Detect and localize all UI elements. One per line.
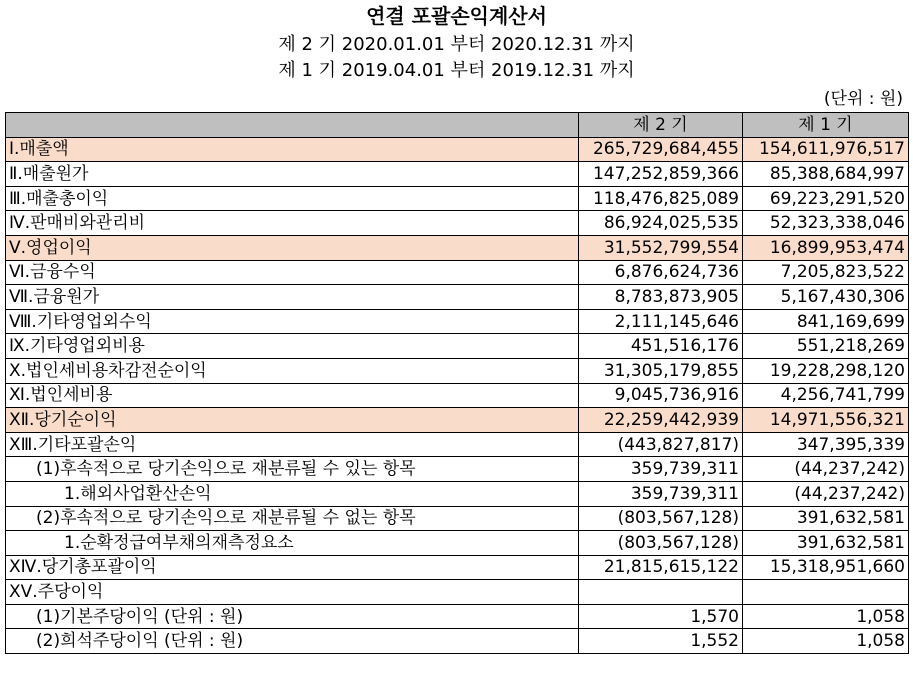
row-label: ⅩⅢ.기타포괄손익 xyxy=(6,432,579,457)
value-current-period: 8,783,873,905 xyxy=(579,285,743,310)
value-current-period: 6,876,624,736 xyxy=(579,260,743,285)
row-label: Ⅺ.법인세비용 xyxy=(6,383,579,408)
value-prior-period: 1,058 xyxy=(743,629,909,654)
value-prior-period: 347,395,339 xyxy=(743,432,909,457)
value-prior-period: 52,323,338,046 xyxy=(743,211,909,236)
table-row xyxy=(6,457,909,482)
row-label: 1.해외사업환산손익 xyxy=(6,481,579,506)
income-statement-table xyxy=(5,112,909,654)
value-prior-period xyxy=(743,580,909,605)
period-current: 제 2 기 2020.01.01 부터 2020.12.31 까지 xyxy=(278,34,635,55)
value-current-period: 265,729,684,455 xyxy=(579,137,743,162)
row-label: (1)기본주당이익 (단위 : 원) xyxy=(6,604,579,629)
table-row xyxy=(6,309,909,334)
value-current-period: 359,739,311 xyxy=(579,457,743,482)
value-prior-period: 551,218,269 xyxy=(743,334,909,359)
value-current-period xyxy=(579,580,743,605)
table-row xyxy=(6,358,909,383)
row-label: Ⅲ.매출총이익 xyxy=(6,186,579,211)
value-prior-period: 69,223,291,520 xyxy=(743,186,909,211)
value-current-period: 22,259,442,939 xyxy=(579,408,743,433)
value-current-period: 147,252,859,366 xyxy=(579,162,743,187)
table-row xyxy=(6,285,909,310)
table-row xyxy=(6,334,909,359)
table-row xyxy=(6,506,909,531)
value-prior-period: (44,237,242) xyxy=(743,481,909,506)
value-current-period: 31,305,179,855 xyxy=(579,358,743,383)
table-row xyxy=(6,235,909,260)
row-label: ⅩⅤ.주당이익 xyxy=(6,580,579,605)
row-label: (1)후속적으로 당기손익으로 재분류될 수 있는 항목 xyxy=(6,457,579,482)
row-label: Ⅶ.금융원가 xyxy=(6,285,579,310)
row-label: ⅩⅣ.당기총포괄이익 xyxy=(6,555,579,580)
unit-label: (단위 : 원) xyxy=(823,89,903,109)
table-row xyxy=(6,186,909,211)
row-label: Ⅳ.판매비와관리비 xyxy=(6,211,579,236)
row-label: Ⅰ.매출액 xyxy=(6,137,579,162)
table-row xyxy=(6,211,909,236)
table-row xyxy=(6,408,909,433)
value-prior-period: 7,205,823,522 xyxy=(743,260,909,285)
header-prior-period: 제 1 기 xyxy=(743,113,909,138)
value-prior-period: 391,632,581 xyxy=(743,506,909,531)
value-prior-period: 19,228,298,120 xyxy=(743,358,909,383)
header-row xyxy=(6,113,909,138)
row-label: Ⅷ.기타영업외수익 xyxy=(6,309,579,334)
value-prior-period: 391,632,581 xyxy=(743,531,909,556)
value-current-period: 359,739,311 xyxy=(579,481,743,506)
row-label: Ⅴ.영업이익 xyxy=(6,235,579,260)
value-current-period: 9,045,736,916 xyxy=(579,383,743,408)
value-current-period: 86,924,025,535 xyxy=(579,211,743,236)
table-row xyxy=(6,260,909,285)
value-current-period: 118,476,825,089 xyxy=(579,186,743,211)
value-current-period: (443,827,817) xyxy=(579,432,743,457)
row-label: (2)희석주당이익 (단위 : 원) xyxy=(6,629,579,654)
value-prior-period: 15,318,951,660 xyxy=(743,555,909,580)
period-prior: 제 1 기 2019.04.01 부터 2019.12.31 까지 xyxy=(278,60,635,81)
value-current-period: 451,516,176 xyxy=(579,334,743,359)
table-row xyxy=(6,531,909,556)
table-row xyxy=(6,137,909,162)
value-prior-period: 841,169,699 xyxy=(743,309,909,334)
header-item xyxy=(6,113,579,138)
table-row xyxy=(6,604,909,629)
row-label: Ⅹ.법인세비용차감전순이익 xyxy=(6,358,579,383)
row-label: ⅩⅡ.당기순이익 xyxy=(6,408,579,433)
value-prior-period: 4,256,741,799 xyxy=(743,383,909,408)
value-current-period: 2,111,145,646 xyxy=(579,309,743,334)
value-current-period: 1,552 xyxy=(579,629,743,654)
value-prior-period: 14,971,556,321 xyxy=(743,408,909,433)
value-prior-period: (44,237,242) xyxy=(743,457,909,482)
table-row xyxy=(6,555,909,580)
table-body xyxy=(6,137,909,653)
row-label: Ⅱ.매출원가 xyxy=(6,162,579,187)
value-current-period: (803,567,128) xyxy=(579,531,743,556)
table-row xyxy=(6,383,909,408)
table-row xyxy=(6,162,909,187)
value-current-period: 1,570 xyxy=(579,604,743,629)
value-current-period: 31,552,799,554 xyxy=(579,235,743,260)
value-prior-period: 16,899,953,474 xyxy=(743,235,909,260)
row-label: Ⅸ.기타영업외비용 xyxy=(6,334,579,359)
table-row xyxy=(6,580,909,605)
value-current-period: 21,815,615,122 xyxy=(579,555,743,580)
value-prior-period: 154,611,976,517 xyxy=(743,137,909,162)
value-prior-period: 5,167,430,306 xyxy=(743,285,909,310)
row-label: 1.순확정급여부채의재측정요소 xyxy=(6,531,579,556)
value-current-period: (803,567,128) xyxy=(579,506,743,531)
table-row xyxy=(6,481,909,506)
row-label: (2)후속적으로 당기손익으로 재분류될 수 없는 항목 xyxy=(6,506,579,531)
table-row xyxy=(6,629,909,654)
value-prior-period: 1,058 xyxy=(743,604,909,629)
table-row xyxy=(6,432,909,457)
page-title: 연결 포괄손익계산서 xyxy=(366,4,547,28)
value-prior-period: 85,388,684,997 xyxy=(743,162,909,187)
header-current-period: 제 2 기 xyxy=(579,113,743,138)
row-label: Ⅵ.금융수익 xyxy=(6,260,579,285)
